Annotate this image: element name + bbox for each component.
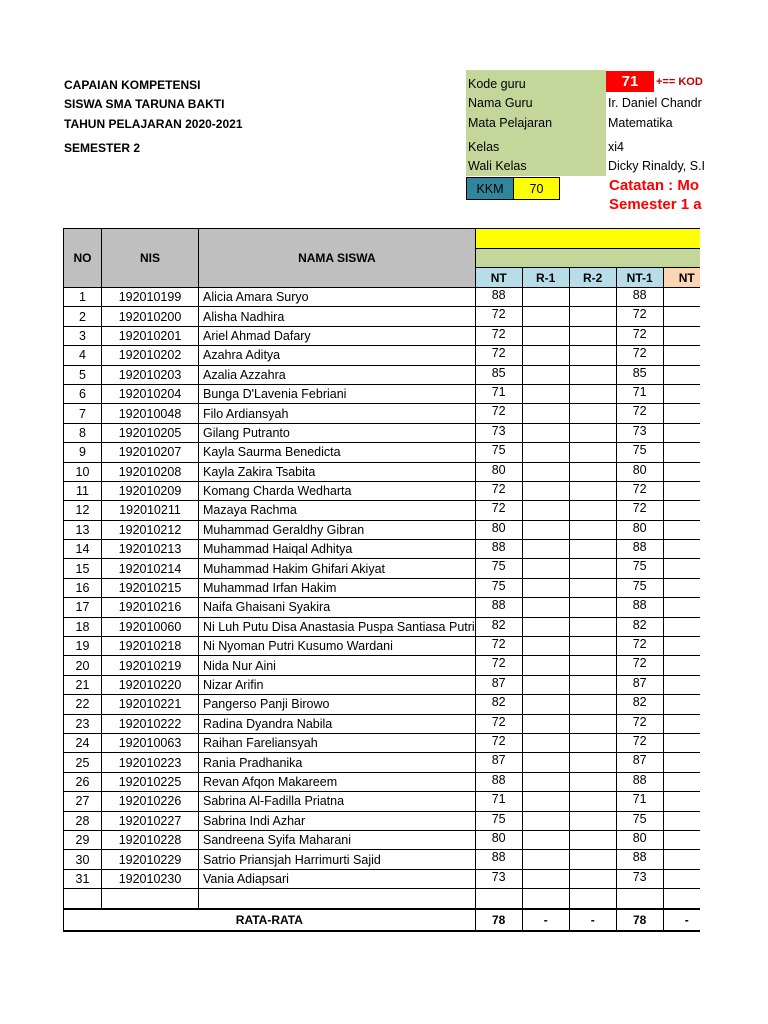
table-row xyxy=(64,307,711,326)
wali-kelas-value[interactable]: Dicky Rinaldy, S.I xyxy=(608,159,706,173)
cell-nis: 192010215 xyxy=(102,578,199,597)
cell-r2[interactable] xyxy=(569,714,616,733)
table-row xyxy=(64,559,711,578)
cell-nt: 72 xyxy=(475,346,522,365)
table-row xyxy=(64,733,711,752)
table-row xyxy=(64,462,711,481)
cell-nama: Raihan Fareliansyah xyxy=(199,733,476,752)
cell-nis: 192010202 xyxy=(102,346,199,365)
cell-nama: Muhammad Geraldhy Gibran xyxy=(199,520,476,539)
title-line-2: SISWA SMA TARUNA BAKTI xyxy=(64,97,225,111)
cell-r2[interactable] xyxy=(569,869,616,888)
cell-nt1: 88 xyxy=(616,772,663,791)
header-r1: R-1 xyxy=(522,268,569,288)
cell-no: 30 xyxy=(64,850,102,869)
cell-nt: 88 xyxy=(475,540,522,559)
cell-nt1: 80 xyxy=(616,462,663,481)
cell-nis: 192010204 xyxy=(102,384,199,403)
cell-nt xyxy=(475,889,522,909)
table-row xyxy=(64,869,711,888)
cell-nama: Gilang Putranto xyxy=(199,423,476,442)
cell-r1[interactable] xyxy=(522,598,569,617)
cell-nis: 192010225 xyxy=(102,772,199,791)
cell-nama: Radina Dyandra Nabila xyxy=(199,714,476,733)
cell-nt1: 71 xyxy=(616,384,663,403)
cell-r2[interactable] xyxy=(569,637,616,656)
cell-no: 6 xyxy=(64,384,102,403)
cell-nt: 72 xyxy=(475,637,522,656)
cell-r1[interactable] xyxy=(522,346,569,365)
cell-nt: 75 xyxy=(475,559,522,578)
cell-nt1: 80 xyxy=(616,520,663,539)
cell-no: 18 xyxy=(64,617,102,636)
cell-nama: Komang Charda Wedharta xyxy=(199,481,476,500)
cell-nt: 73 xyxy=(475,869,522,888)
cell-no: 31 xyxy=(64,869,102,888)
cell-nama: Ariel Ahmad Dafary xyxy=(199,326,476,345)
cell-no: 7 xyxy=(64,404,102,423)
table-row xyxy=(64,520,711,539)
cell-nama: Azahra Aditya xyxy=(199,346,476,365)
cell-nis: 192010213 xyxy=(102,540,199,559)
table-row xyxy=(64,811,711,830)
cell-nt1 xyxy=(616,889,663,909)
cell-nt1: 72 xyxy=(616,346,663,365)
title-line-1: CAPAIAN KOMPETENSI xyxy=(64,78,201,92)
cell-no: 22 xyxy=(64,695,102,714)
table-row xyxy=(64,830,711,849)
cell-nis: 192010205 xyxy=(102,423,199,442)
cell-nt1: 73 xyxy=(616,869,663,888)
cell-nama: Mazaya Rachma xyxy=(199,501,476,520)
cell-nis: 192010208 xyxy=(102,462,199,481)
cell-nt1: 88 xyxy=(616,850,663,869)
cell-nt: 71 xyxy=(475,384,522,403)
cell-nama: Sabrina Indi Azhar xyxy=(199,811,476,830)
cell-nt1: 87 xyxy=(616,753,663,772)
cell-nama: Vania Adiapsari xyxy=(199,869,476,888)
cell-no: 10 xyxy=(64,462,102,481)
cell-nis: 192010216 xyxy=(102,598,199,617)
cell-r1[interactable] xyxy=(522,520,569,539)
table-row xyxy=(64,889,711,909)
cell-r1[interactable] xyxy=(522,792,569,811)
avg-nt1: 78 xyxy=(616,909,663,931)
mapel-value[interactable]: Matematika xyxy=(608,116,673,130)
cell-r1[interactable] xyxy=(522,830,569,849)
table-row xyxy=(64,288,711,307)
cell-r1[interactable] xyxy=(522,733,569,752)
kelas-value[interactable]: xi4 xyxy=(608,140,624,154)
cell-nis: 192010211 xyxy=(102,501,199,520)
table-row xyxy=(64,540,711,559)
cell-nt1: 87 xyxy=(616,675,663,694)
cell-nt: 72 xyxy=(475,714,522,733)
cell-r1[interactable] xyxy=(522,501,569,520)
cell-nis: 192010230 xyxy=(102,869,199,888)
cell-no: 27 xyxy=(64,792,102,811)
cell-nama: Filo Ardiansyah xyxy=(199,404,476,423)
table-row xyxy=(64,346,711,365)
cell-r2[interactable] xyxy=(569,559,616,578)
cell-no: 5 xyxy=(64,365,102,384)
note-line-1: Catatan : Mo xyxy=(609,177,699,194)
table-row xyxy=(64,656,711,675)
cell-nis: 192010227 xyxy=(102,811,199,830)
cell-nt: 82 xyxy=(475,617,522,636)
cell-r2[interactable] xyxy=(569,307,616,326)
cell-r1[interactable] xyxy=(522,578,569,597)
cell-r2[interactable] xyxy=(569,540,616,559)
cell-no: 1 xyxy=(64,288,102,307)
cell-r2[interactable] xyxy=(569,384,616,403)
cell-nt: 72 xyxy=(475,404,522,423)
wali-kelas-label: Wali Kelas xyxy=(468,159,527,173)
cell-nt1: 73 xyxy=(616,423,663,442)
cell-r2[interactable] xyxy=(569,598,616,617)
cell-no: 16 xyxy=(64,578,102,597)
avg-r2: - xyxy=(569,909,616,931)
table-row xyxy=(64,326,711,345)
cell-r1[interactable] xyxy=(522,675,569,694)
cell-nt: 72 xyxy=(475,656,522,675)
table-row xyxy=(64,443,711,462)
cell-nt1: 72 xyxy=(616,404,663,423)
header-yellow-band xyxy=(475,229,710,249)
cell-r1[interactable] xyxy=(522,288,569,307)
cell-nama: Nida Nur Aini xyxy=(199,656,476,675)
cell-no: 20 xyxy=(64,656,102,675)
cell-nt1: 72 xyxy=(616,501,663,520)
cell-r1[interactable] xyxy=(522,753,569,772)
cell-no: 15 xyxy=(64,559,102,578)
cell-r1[interactable] xyxy=(522,326,569,345)
cell-nis: 192010229 xyxy=(102,850,199,869)
cell-r2[interactable] xyxy=(569,481,616,500)
table-row xyxy=(64,501,711,520)
cell-r2[interactable] xyxy=(569,288,616,307)
cell-r1[interactable] xyxy=(522,850,569,869)
cell-no: 8 xyxy=(64,423,102,442)
cell-nt: 75 xyxy=(475,811,522,830)
table-row xyxy=(64,675,711,694)
cell-no: 2 xyxy=(64,307,102,326)
header-nt2: NT xyxy=(663,268,710,288)
table-row xyxy=(64,384,711,403)
grades-table xyxy=(63,228,711,932)
cell-nt: 72 xyxy=(475,481,522,500)
cell-nis: 192010218 xyxy=(102,637,199,656)
cell-nt: 80 xyxy=(475,520,522,539)
cell-nis: 192010201 xyxy=(102,326,199,345)
cell-nis: 192010212 xyxy=(102,520,199,539)
cell-nama: Alicia Amara Suryo xyxy=(199,288,476,307)
cell-nis: 192010222 xyxy=(102,714,199,733)
cell-r2[interactable] xyxy=(569,578,616,597)
cell-nt1: 88 xyxy=(616,288,663,307)
cell-nama xyxy=(199,889,476,909)
cell-nt1: 75 xyxy=(616,811,663,830)
cell-nt1: 72 xyxy=(616,637,663,656)
cell-r1[interactable] xyxy=(522,656,569,675)
cell-r2[interactable] xyxy=(569,889,616,909)
header-green-band xyxy=(475,249,710,268)
cell-nama: Muhammad Hakim Ghifari Akiyat xyxy=(199,559,476,578)
cell-nt: 72 xyxy=(475,733,522,752)
cell-nt: 75 xyxy=(475,578,522,597)
table-row xyxy=(64,772,711,791)
table-row xyxy=(64,404,711,423)
cell-nt1: 72 xyxy=(616,307,663,326)
cell-nis: 192010063 xyxy=(102,733,199,752)
cell-r1[interactable] xyxy=(522,540,569,559)
cell-r1[interactable] xyxy=(522,637,569,656)
avg-nt2: - xyxy=(663,909,710,931)
cell-r2[interactable] xyxy=(569,830,616,849)
cell-no: 4 xyxy=(64,346,102,365)
cell-nt1: 72 xyxy=(616,326,663,345)
cell-r1[interactable] xyxy=(522,889,569,909)
table-row xyxy=(64,714,711,733)
note-line-2: Semester 1 a xyxy=(609,196,702,213)
cell-nama: Pangerso Panji Birowo xyxy=(199,695,476,714)
cell-r2[interactable] xyxy=(569,695,616,714)
table-row xyxy=(64,850,711,869)
cell-nt: 72 xyxy=(475,326,522,345)
cell-nis: 192010219 xyxy=(102,656,199,675)
cell-nama: Sabrina Al-Fadilla Priatna xyxy=(199,792,476,811)
cell-nama: Ni Luh Putu Disa Anastasia Puspa Santiasa Putri xyxy=(199,617,476,636)
kkm-label: KKM xyxy=(466,177,514,200)
cell-nt: 88 xyxy=(475,850,522,869)
header-r2: R-2 xyxy=(569,268,616,288)
cell-r1[interactable] xyxy=(522,365,569,384)
cell-no xyxy=(64,889,102,909)
cell-nt: 88 xyxy=(475,772,522,791)
cell-r1[interactable] xyxy=(522,559,569,578)
cell-r2[interactable] xyxy=(569,850,616,869)
cell-r2[interactable] xyxy=(569,423,616,442)
cell-r2[interactable] xyxy=(569,675,616,694)
cell-r1[interactable] xyxy=(522,481,569,500)
cell-nt1: 80 xyxy=(616,830,663,849)
avg-label: RATA-RATA xyxy=(64,909,476,931)
cell-no: 13 xyxy=(64,520,102,539)
cell-r2[interactable] xyxy=(569,365,616,384)
cell-no: 11 xyxy=(64,481,102,500)
cell-nama: Muhammad Irfan Hakim xyxy=(199,578,476,597)
table-row xyxy=(64,578,711,597)
table-row xyxy=(64,423,711,442)
kelas-label: Kelas xyxy=(468,140,500,154)
cell-nt: 72 xyxy=(475,307,522,326)
cell-nis: 192010223 xyxy=(102,753,199,772)
cell-nis: 192010226 xyxy=(102,792,199,811)
cell-nt1: 72 xyxy=(616,656,663,675)
cell-no: 23 xyxy=(64,714,102,733)
cell-nt1: 72 xyxy=(616,481,663,500)
cell-nt1: 88 xyxy=(616,598,663,617)
table-row xyxy=(64,481,711,500)
cell-nis: 192010199 xyxy=(102,288,199,307)
cell-nt: 87 xyxy=(475,753,522,772)
cell-nama: Alisha Nadhira xyxy=(199,307,476,326)
cell-nt1: 75 xyxy=(616,559,663,578)
kode-guru-label: Kode guru xyxy=(468,77,526,91)
cell-r1[interactable] xyxy=(522,384,569,403)
cell-nama: Kayla Saurma Benedicta xyxy=(199,443,476,462)
kode-hint: +== KOD xyxy=(656,76,703,88)
cell-r2[interactable] xyxy=(569,617,616,636)
cell-r2[interactable] xyxy=(569,501,616,520)
table-row xyxy=(64,637,711,656)
cell-no: 25 xyxy=(64,753,102,772)
cell-nama: Bunga D'Lavenia Febriani xyxy=(199,384,476,403)
cell-r2[interactable] xyxy=(569,443,616,462)
table-row xyxy=(64,365,711,384)
kode-guru-value[interactable]: 71 xyxy=(606,71,654,92)
cell-nis: 192010048 xyxy=(102,404,199,423)
cell-r2[interactable] xyxy=(569,326,616,345)
cell-nt: 80 xyxy=(475,462,522,481)
cell-nama: Satrio Priansjah Harrimurti Sajid xyxy=(199,850,476,869)
header-nama: NAMA SISWA xyxy=(199,229,476,288)
cell-nama: Muhammad Haiqal Adhitya xyxy=(199,540,476,559)
title-line-3: TAHUN PELAJARAN 2020-2021 xyxy=(64,117,243,131)
cell-r2[interactable] xyxy=(569,772,616,791)
cell-no: 3 xyxy=(64,326,102,345)
cell-r2[interactable] xyxy=(569,656,616,675)
cell-nt: 80 xyxy=(475,830,522,849)
cell-nis: 192010221 xyxy=(102,695,199,714)
cell-nama: Rania Pradhanika xyxy=(199,753,476,772)
sheet-clip xyxy=(700,220,768,940)
table-row xyxy=(64,753,711,772)
cell-nama: Nizar Arifin xyxy=(199,675,476,694)
table-row xyxy=(64,598,711,617)
cell-r1[interactable] xyxy=(522,307,569,326)
cell-no: 17 xyxy=(64,598,102,617)
cell-no: 9 xyxy=(64,443,102,462)
cell-r1[interactable] xyxy=(522,869,569,888)
kkm-value[interactable]: 70 xyxy=(514,177,560,200)
cell-nt1: 85 xyxy=(616,365,663,384)
cell-nama: Ni Nyoman Putri Kusumo Wardani xyxy=(199,637,476,656)
cell-nt: 72 xyxy=(475,501,522,520)
cell-nt: 71 xyxy=(475,792,522,811)
cell-nis: 192010228 xyxy=(102,830,199,849)
cell-r2[interactable] xyxy=(569,792,616,811)
cell-no: 21 xyxy=(64,675,102,694)
cell-nt1: 75 xyxy=(616,578,663,597)
cell-nt1: 82 xyxy=(616,617,663,636)
avg-r1: - xyxy=(522,909,569,931)
cell-r1[interactable] xyxy=(522,404,569,423)
cell-no: 14 xyxy=(64,540,102,559)
cell-r2[interactable] xyxy=(569,520,616,539)
cell-nt1: 72 xyxy=(616,714,663,733)
cell-no: 19 xyxy=(64,637,102,656)
cell-nt: 82 xyxy=(475,695,522,714)
header-no: NO xyxy=(64,229,102,288)
table-row xyxy=(64,617,711,636)
cell-nis: 192010203 xyxy=(102,365,199,384)
cell-r1[interactable] xyxy=(522,423,569,442)
table-row xyxy=(64,792,711,811)
cell-nis: 192010207 xyxy=(102,443,199,462)
cell-nis: 192010209 xyxy=(102,481,199,500)
cell-r1[interactable] xyxy=(522,462,569,481)
cell-no: 29 xyxy=(64,830,102,849)
cell-r2[interactable] xyxy=(569,811,616,830)
cell-nama: Azalia Azzahra xyxy=(199,365,476,384)
header-nt: NT xyxy=(475,268,522,288)
mapel-label: Mata Pelajaran xyxy=(468,116,553,130)
table-row xyxy=(64,695,711,714)
cell-r2[interactable] xyxy=(569,462,616,481)
cell-nis: 192010214 xyxy=(102,559,199,578)
nama-guru-value[interactable]: Ir. Daniel Chandr xyxy=(608,96,702,110)
cell-nis: 192010200 xyxy=(102,307,199,326)
cell-r2[interactable] xyxy=(569,346,616,365)
cell-nt1: 72 xyxy=(616,733,663,752)
nama-guru-label: Nama Guru xyxy=(468,96,533,110)
cell-nis: 192010220 xyxy=(102,675,199,694)
cell-no: 28 xyxy=(64,811,102,830)
cell-no: 12 xyxy=(64,501,102,520)
cell-nama: Sandreena Syifa Maharani xyxy=(199,830,476,849)
avg-nt: 78 xyxy=(475,909,522,931)
cell-nt: 88 xyxy=(475,598,522,617)
cell-r2[interactable] xyxy=(569,753,616,772)
cell-nis: 192010060 xyxy=(102,617,199,636)
cell-nama: Revan Afqon Makareem xyxy=(199,772,476,791)
cell-nama: Naifa Ghaisani Syakira xyxy=(199,598,476,617)
cell-nt: 88 xyxy=(475,288,522,307)
cell-no: 24 xyxy=(64,733,102,752)
cell-nt: 85 xyxy=(475,365,522,384)
cell-r1[interactable] xyxy=(522,811,569,830)
cell-nama: Kayla Zakira Tsabita xyxy=(199,462,476,481)
cell-r1[interactable] xyxy=(522,617,569,636)
cell-nt1: 88 xyxy=(616,540,663,559)
cell-nt1: 82 xyxy=(616,695,663,714)
cell-r1[interactable] xyxy=(522,714,569,733)
semester-label: SEMESTER 2 xyxy=(64,141,141,155)
cell-r2[interactable] xyxy=(569,733,616,752)
cell-r1[interactable] xyxy=(522,443,569,462)
cell-r1[interactable] xyxy=(522,772,569,791)
cell-nt1: 71 xyxy=(616,792,663,811)
cell-nt: 75 xyxy=(475,443,522,462)
cell-no: 26 xyxy=(64,772,102,791)
cell-r2[interactable] xyxy=(569,404,616,423)
header-nis: NIS xyxy=(102,229,199,288)
cell-nt: 73 xyxy=(475,423,522,442)
cell-nt: 87 xyxy=(475,675,522,694)
cell-nis xyxy=(102,889,199,909)
header-nt1: NT-1 xyxy=(616,268,663,288)
cell-nt1: 75 xyxy=(616,443,663,462)
cell-r1[interactable] xyxy=(522,695,569,714)
